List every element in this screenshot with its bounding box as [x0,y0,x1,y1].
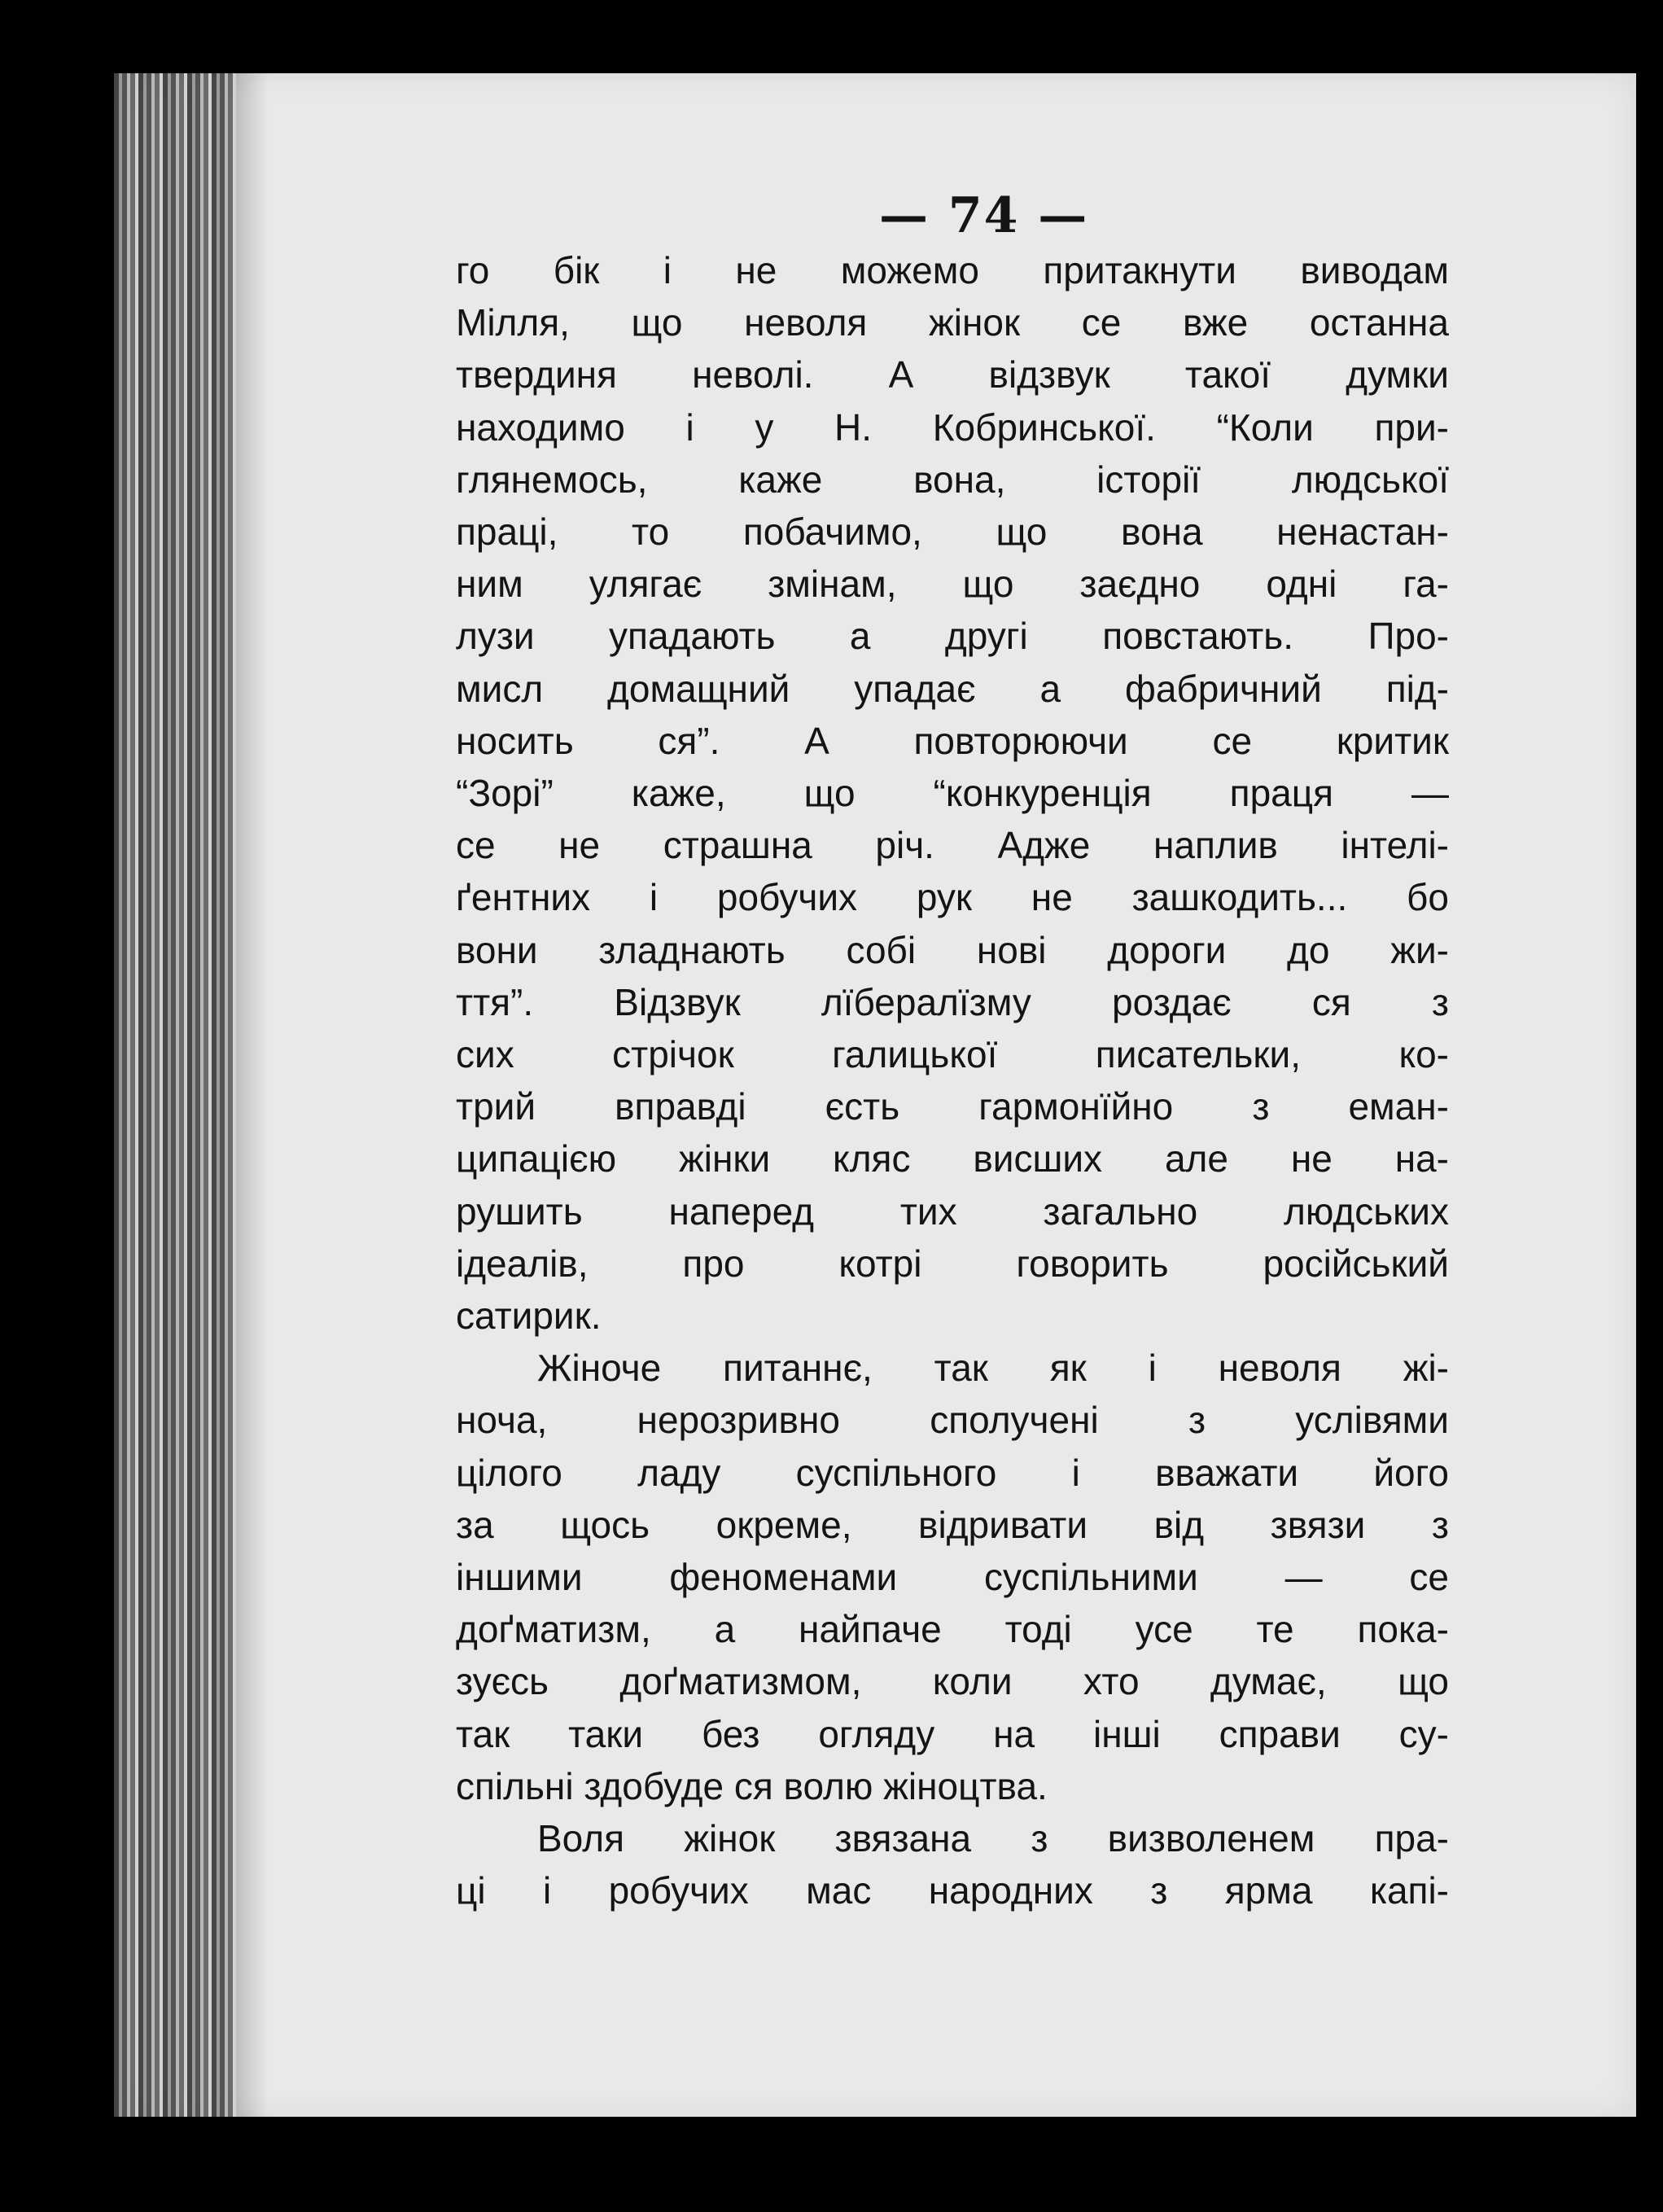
text-line: вони зладнають собі нові дороги до жи- [456,928,1449,971]
page-gutter-shadow [236,73,269,2117]
text-line: находимо і у Н. Кобринської. “Коли при- [456,405,1449,449]
paragraph-end-line: сатирик. [456,1294,602,1338]
text-line: ття”. Відзвук лїбералїзму роздає ся з [456,980,1449,1023]
text-line: “Зорі” каже, що “конкуренція праця — [456,772,1449,815]
page-number: — 74 — [879,187,1089,244]
text-line: носить ся”. А повторюючи се критик [456,719,1449,762]
text-line: рушить наперед тих загально людських [456,1189,1449,1233]
text-line: ципацією жінки кляс висших але не на- [456,1137,1449,1180]
text-line: твердиня неволі. А відзвук такої думки [456,353,1449,396]
text-line: праці, то побачимо, що вона ненастан- [456,510,1449,554]
paragraph-start-line: Жіноче питаннє, так як і неволя жі- [537,1347,1449,1390]
text-line: ноча, нерозривно сполучені з услівями [456,1399,1449,1442]
text-line: ідеалів, про котрі говорить російський [456,1242,1449,1285]
text-line: Мілля, що неволя жінок се вже останна [456,301,1449,344]
page-edge-stack [114,73,236,2117]
text-line: ґентних і робучих рук не зашкодить... бо [456,876,1449,919]
text-line: трий вправді єсть гармонїйно з еман- [456,1085,1449,1128]
text-line: так таки без огляду на інші справи су- [456,1712,1449,1755]
paragraph-end-line: спільні здобуде ся волю жіноцтва. [456,1764,1048,1807]
text-line: зуєсь доґматизмом, коли хто думає, що [456,1660,1449,1703]
text-line: ним улягає змінам, що заєдно одні га- [456,563,1449,606]
text-line: мисл домащний упадає а фабричний під- [456,667,1449,710]
text-line: ці і робучих мас народних з ярма капі- [456,1869,1449,1912]
text-line: доґматизм, а найпаче тоді усе те пока- [456,1608,1449,1651]
text-line: се не страшна річ. Адже наплив інтелі- [456,824,1449,867]
text-line: го бік і не можемо притакнути виводам [456,249,1449,291]
body-text [456,244,1449,1917]
text-line: сих стрічок галицької писательки, ко- [456,1033,1449,1076]
text-line: іншими феноменами суспільними — се [456,1556,1449,1599]
text-line: глянемось, каже вона, історії людської [456,458,1449,501]
text-line: за щось окреме, відривати від звязи з [456,1503,1449,1546]
paragraph-start-line: Воля жінок звязана з визволенем пра- [537,1817,1449,1860]
text-line: лузи упадають а другі повстають. Про- [456,615,1449,658]
text-line: цілого ладу суспільного і вважати його [456,1451,1449,1494]
